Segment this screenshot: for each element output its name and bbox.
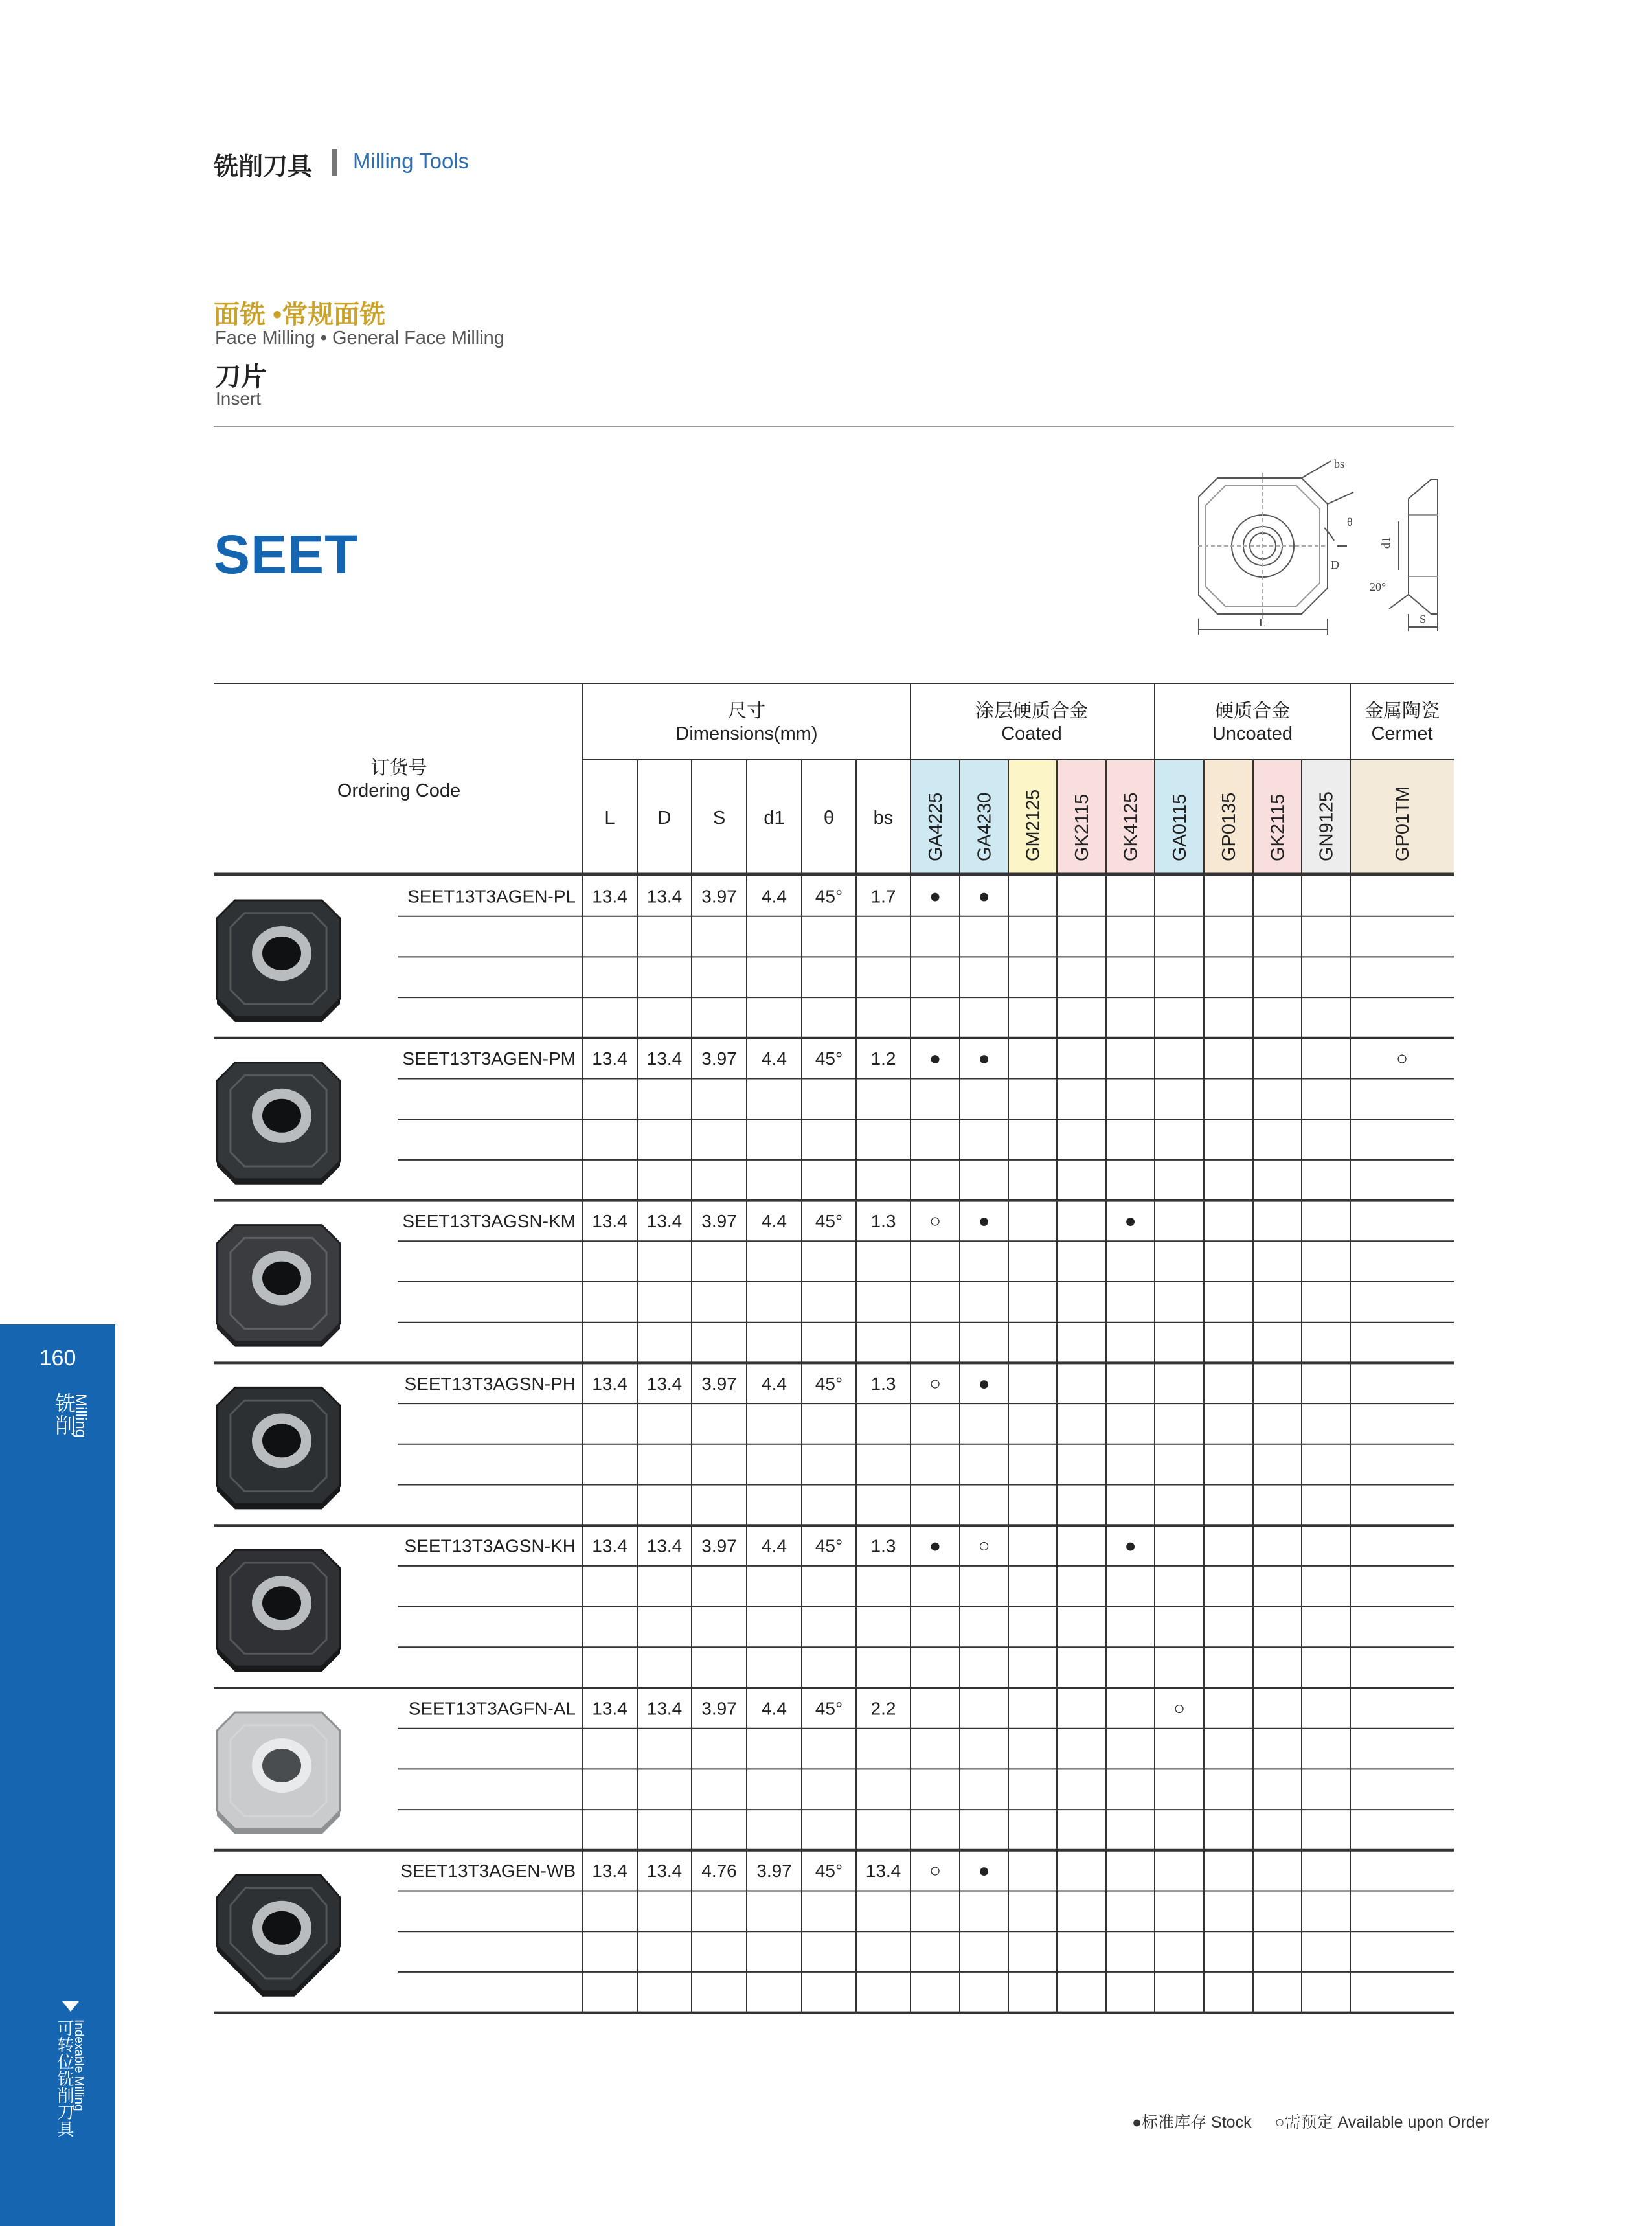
header-title-cn: 铣削刀具 [214,153,313,181]
grade-header-gk4125: GK4125 [1120,792,1142,861]
dim-value: 13.4 [646,886,683,907]
ordering-code-cn: 订货号 [370,758,427,778]
subcategory-cn: 刀片 [215,363,267,391]
dim-value: 13.4 [646,1373,683,1394]
dim-value: 2.2 [870,1698,896,1719]
triangle-down-icon [61,2000,80,2013]
diagram-label-bs: bs [1334,457,1345,470]
dim-value: 45° [815,1049,843,1069]
dim-header-4: d1 [764,808,785,828]
dim-value: 4.4 [762,1373,787,1394]
dim-value: 45° [815,1373,843,1394]
sidebar-chapter-en: Indexable Milling [72,2019,85,2111]
grade-header-gm2125: GM2125 [1023,789,1044,861]
dim-value: 4.4 [762,1698,787,1719]
ordering-code: SEET13T3AGEN-PL [407,886,576,907]
dim-value: 1.3 [870,1536,896,1556]
dim-header-1: L [604,808,615,828]
cermet-en: Cermet [1371,723,1433,744]
ordering-code: SEET13T3AGSN-KH [404,1536,576,1556]
dimensions-en: Dimensions(mm) [675,723,818,744]
grade-header-gk2115: GK2115 [1267,793,1289,861]
dim-value: 1.7 [870,886,896,907]
dim-value: 3.97 [701,886,737,907]
ordering-code-en: Ordering Code [337,780,461,801]
sidebar-chapter-cn: 可转位铣削刀具 [55,2019,74,2137]
page-number: 160 [39,1346,76,1370]
subcategory-en: Insert [216,389,262,409]
dim-value: 13.4 [592,1861,628,1881]
dim-value: 1.2 [870,1049,896,1069]
category-en: Face Milling • General Face Milling [215,328,504,348]
ordering-code: SEET13T3AGFN-AL [408,1698,576,1719]
availability-mark: ● [978,885,990,907]
legend-stock: ●标准库存 Stock [1132,2113,1252,2131]
grade-header-ga4230: GA4230 [974,792,995,861]
dim-value: 45° [815,886,843,907]
availability-mark: ● [978,1048,990,1070]
availability-mark: ● [929,1048,942,1070]
cermet-cn: 金属陶瓷 [1364,701,1440,721]
availability-mark: ○ [1396,1048,1409,1070]
dim-value: 4.4 [762,886,787,907]
grade-header-gp0135: GP0135 [1219,792,1239,861]
insert-hole [262,1911,301,1945]
dimensions-cn: 尺寸 [727,701,766,721]
dim-header-3: S [712,808,726,828]
dim-value: 13.4 [592,1698,628,1719]
diagram-label-L: L [1259,616,1266,629]
dim-value: 3.97 [701,1049,737,1069]
dim-value: 45° [815,1210,843,1231]
dim-value: 13.4 [646,1861,683,1881]
grade-header-ga4225: GA4225 [925,792,946,861]
diagram-label-S: S [1420,613,1427,626]
dim-value: 4.4 [762,1210,787,1231]
grade-header-gn9125: GN9125 [1316,791,1337,861]
dim-value: 13.4 [646,1698,683,1719]
availability-mark: ○ [929,1210,942,1232]
dim-value: 13.4 [592,1536,628,1556]
insert-hole [262,1586,301,1620]
dim-value: 13.4 [646,1210,683,1231]
ordering-code: SEET13T3AGSN-PH [404,1373,576,1394]
ordering-code: SEET13T3AGEN-WB [400,1861,576,1881]
availability-mark: ○ [1173,1698,1186,1720]
category-cn: 面铣 •常规面铣 [214,301,386,329]
coated-en: Coated [1001,723,1062,744]
dim-header-2: D [657,808,672,828]
dim-value: 45° [815,1861,843,1881]
dim-value: 1.3 [870,1210,896,1231]
dim-header-6: bs [873,808,894,828]
uncoated-en: Uncoated [1212,723,1293,744]
diagram-label-d1: d1 [1379,537,1392,549]
availability-mark: ● [1124,1535,1137,1557]
sidebar-section-en: Milling [72,1394,89,1438]
dim-value: 45° [815,1698,843,1719]
dim-value: 4.76 [701,1861,737,1881]
dim-value: 13.4 [865,1861,901,1881]
dim-value: 3.97 [701,1536,737,1556]
sidebar-section-cn: 铣削 [52,1392,76,1437]
availability-mark: ● [978,1210,990,1232]
diagram-label-theta: θ [1347,516,1353,528]
dim-value: 13.4 [592,1049,628,1069]
availability-mark: ○ [929,1372,942,1394]
diagram-label-D: D [1331,558,1339,571]
dim-value: 13.4 [592,886,628,907]
header-title-en: Milling Tools [353,149,470,173]
availability-mark: ● [929,1535,942,1557]
insert-hole [262,937,301,970]
dim-value: 1.3 [870,1373,896,1394]
dim-value: 13.4 [592,1373,628,1394]
uncoated-cn: 硬质合金 [1214,701,1291,721]
dim-value: 13.4 [646,1536,683,1556]
legend-order: ○需预定 Available upon Order [1274,2113,1489,2131]
legend [1132,2109,1489,2133]
availability-mark: ● [929,885,942,907]
dim-value: 45° [815,1536,843,1556]
dim-value: 3.97 [701,1210,737,1231]
coated-cn: 涂层硬质合金 [975,701,1089,721]
availability-mark: ● [978,1372,990,1394]
grade-header-ga0115: GA0115 [1170,793,1190,861]
availability-mark: ○ [978,1535,990,1557]
grade-header-gk2115: GK2115 [1072,793,1092,861]
diagram-label-angle: 20° [1370,580,1386,593]
ordering-code: SEET13T3AGEN-PM [402,1049,576,1069]
dim-value: 3.97 [701,1698,737,1719]
dim-value: 3.97 [701,1373,737,1394]
grade-header-gp01tm: GP01TM [1392,786,1413,861]
dim-value: 13.4 [592,1210,628,1231]
ordering-code: SEET13T3AGSN-KM [402,1210,576,1231]
dim-value: 4.4 [762,1049,787,1069]
dim-value: 13.4 [646,1049,683,1069]
availability-mark: ● [978,1860,990,1882]
dim-header-5: θ [823,808,835,828]
dim-value: 3.97 [756,1861,792,1881]
insert-hole [262,1099,301,1133]
availability-mark: ● [1124,1210,1137,1232]
insert-hole [262,1262,301,1295]
product-title: SEET [214,524,359,585]
insert-hole [262,1749,301,1782]
dim-value: 4.4 [762,1536,787,1556]
insert-hole [262,1424,301,1457]
availability-mark: ○ [929,1860,942,1882]
